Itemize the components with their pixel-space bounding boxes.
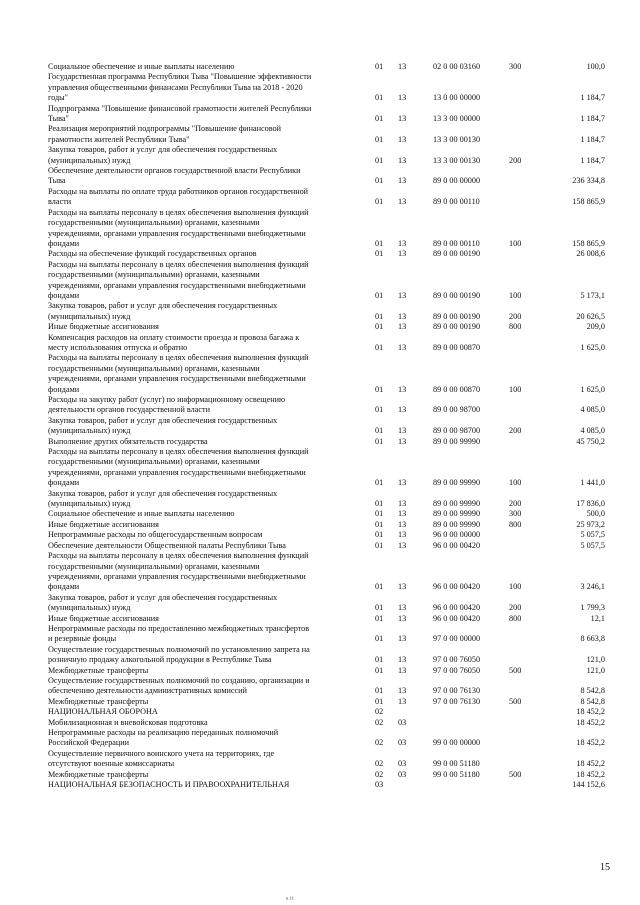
row-name: Иные бюджетные ассигнования xyxy=(48,613,159,623)
row-subsection: 13 xyxy=(398,342,407,352)
row-subsection: 13 xyxy=(398,509,407,519)
row-name: Расходы на выплаты персоналу в целях обеспечения выполнения функций государственными (муниципальными) органами, казенными учреждениями, органами управления государственными внебюджетными фондами xyxy=(48,447,309,488)
row-expense-type: 100 xyxy=(509,478,522,488)
row-subsection: 03 xyxy=(398,759,407,769)
row-expense-type: 800 xyxy=(509,613,522,623)
table-row xyxy=(48,749,608,770)
row-section: 01 xyxy=(375,603,384,613)
row-amount: 1 625,0 xyxy=(580,342,605,352)
table-row xyxy=(48,645,608,666)
table-row xyxy=(48,395,608,416)
row-name: Непрограммные расходы по общегосударственным вопросам xyxy=(48,530,263,540)
row-amount: 18 452,2 xyxy=(576,707,605,717)
row-subsection: 03 xyxy=(398,717,407,727)
row-section: 01 xyxy=(375,197,384,207)
row-target-article: 89 0 00 00870 xyxy=(433,342,481,352)
row-expense-type: 800 xyxy=(509,322,522,332)
table-row xyxy=(48,145,608,166)
row-section: 01 xyxy=(375,426,384,436)
table-row xyxy=(48,104,608,125)
row-section: 01 xyxy=(375,686,384,696)
row-subsection: 13 xyxy=(398,582,407,592)
row-target-article: 96 0 00 00420 xyxy=(433,603,481,613)
row-name: НАЦИОНАЛЬНАЯ БЕЗОПАСНОСТЬ И ПРАВООХРАНИТЕЛЬНАЯ xyxy=(48,780,290,790)
row-expense-type: 200 xyxy=(509,603,522,613)
row-name: Межбюджетные трансферты xyxy=(48,696,149,706)
row-amount: 1 184,7 xyxy=(580,114,605,124)
row-section: 01 xyxy=(375,582,384,592)
row-section: 02 xyxy=(375,707,384,717)
row-amount: 8 542,8 xyxy=(580,686,605,696)
row-target-article: 89 0 00 98700 xyxy=(433,405,481,415)
row-amount: 4 085,0 xyxy=(580,426,605,436)
row-subsection: 03 xyxy=(398,738,407,748)
row-amount: 158 865,9 xyxy=(572,197,605,207)
row-name: Непрограммные расходы по предоставлению межбюджетных трансфертов и резервные фонды xyxy=(48,623,310,644)
row-subsection: 13 xyxy=(398,384,407,394)
table-row xyxy=(48,301,608,322)
row-section: 01 xyxy=(375,93,384,103)
row-amount: 158 865,9 xyxy=(572,238,605,248)
row-name: Закупка товаров, работ и услуг для обеспечения государственных (муниципальных) нужд xyxy=(48,145,278,165)
row-section: 01 xyxy=(375,311,384,321)
row-amount: 1 184,7 xyxy=(580,134,605,144)
row-subsection: 13 xyxy=(398,603,407,613)
row-subsection: 13 xyxy=(398,540,407,550)
row-target-article: 97 0 00 76050 xyxy=(433,665,481,675)
row-section: 01 xyxy=(375,478,384,488)
row-subsection: 13 xyxy=(398,114,407,124)
row-expense-type: 500 xyxy=(509,769,522,779)
row-target-article: 89 0 00 99990 xyxy=(433,519,481,529)
row-subsection: 13 xyxy=(398,478,407,488)
row-target-article: 89 0 00 99990 xyxy=(433,478,481,488)
row-amount: 26 008,6 xyxy=(576,249,605,259)
row-section: 01 xyxy=(375,134,384,144)
row-amount: 4 085,0 xyxy=(580,405,605,415)
row-name: Межбюджетные трансферты xyxy=(48,769,149,779)
row-section: 01 xyxy=(375,405,384,415)
row-amount: 1 184,7 xyxy=(580,155,605,165)
row-name: НАЦИОНАЛЬНАЯ ОБОРОНА xyxy=(48,707,158,717)
row-name: Социальное обеспечение и иные выплаты населению xyxy=(48,62,235,71)
row-section: 01 xyxy=(375,530,384,540)
row-subsection: 13 xyxy=(398,93,407,103)
row-expense-type: 200 xyxy=(509,311,522,321)
row-target-article: 97 0 00 76130 xyxy=(433,686,481,696)
row-expense-type: 200 xyxy=(509,499,522,509)
row-subsection: 13 xyxy=(398,238,407,248)
table-row xyxy=(48,530,608,540)
row-subsection: 13 xyxy=(398,249,407,259)
row-section: 01 xyxy=(375,384,384,394)
row-target-article: 99 0 00 51180 xyxy=(433,759,480,769)
row-section: 01 xyxy=(375,519,384,529)
row-amount: 18 452,2 xyxy=(576,759,605,769)
row-amount: 8 542,8 xyxy=(580,696,605,706)
table-row xyxy=(48,72,608,103)
row-name: Компенсация расходов на оплату стоимости проезда и провоза багажа к месту использования отпуска и обратно xyxy=(48,332,300,352)
row-section: 02 xyxy=(375,738,384,748)
row-name: Расходы на выплаты персоналу в целях обеспечения выполнения функций государственными (муниципальными) органами, казенными учреждениями, органами управления государственными внебюджетными фондами xyxy=(48,551,309,592)
row-amount: 45 750,2 xyxy=(576,436,605,446)
bottom-mark: sit xyxy=(286,896,295,902)
row-expense-type: 100 xyxy=(509,290,522,300)
table-row xyxy=(48,520,608,530)
row-target-article: 96 0 00 00420 xyxy=(433,540,481,550)
row-amount: 1 799,3 xyxy=(580,603,605,613)
row-expense-type: 100 xyxy=(509,238,522,248)
row-name: Обеспечение деятельности органов государственной власти Республики Тыва xyxy=(48,166,301,186)
row-subsection: 03 xyxy=(398,769,407,779)
row-amount: 18 452,2 xyxy=(576,769,605,779)
row-subsection: 13 xyxy=(398,665,407,675)
row-name: Расходы на закупку работ (услуг) по информационному освещению деятельности органов государственной власти xyxy=(48,395,286,415)
table-row xyxy=(48,249,608,259)
table-row xyxy=(48,676,608,697)
row-expense-type: 800 xyxy=(509,519,522,529)
row-amount: 100,0 xyxy=(586,62,605,71)
row-name: Государственная программа Республики Тыва "Повышение эффективности управления общественными финансами Республики Тыва на 2018 - 2020 годы" xyxy=(48,72,312,103)
row-target-article: 97 0 00 76130 xyxy=(433,696,481,706)
row-amount: 1 441,0 xyxy=(580,478,605,488)
row-subsection: 13 xyxy=(398,134,407,144)
row-target-article: 89 0 00 99990 xyxy=(433,499,481,509)
row-target-article: 99 0 00 00000 xyxy=(433,738,481,748)
row-name: Закупка товаров, работ и услуг для обеспечения государственных (муниципальных) нужд xyxy=(48,488,278,509)
row-target-article: 89 0 00 00110 xyxy=(433,238,480,248)
row-section: 01 xyxy=(375,613,384,623)
row-target-article: 89 0 00 00190 xyxy=(433,322,481,332)
row-name: Межбюджетные трансферты xyxy=(48,665,149,675)
row-section: 03 xyxy=(375,780,384,790)
row-section: 01 xyxy=(375,322,384,332)
row-amount: 3 246,1 xyxy=(580,582,605,592)
table-row xyxy=(48,718,608,728)
row-target-article: 89 0 00 00870 xyxy=(433,384,481,394)
row-name: Мобилизационная и вневойсковая подготовка xyxy=(48,717,208,727)
table-row xyxy=(48,614,608,624)
row-name: Осуществление первичного воинского учета на территориях, где отсутствуют военные комиссариаты xyxy=(48,748,275,769)
row-section: 01 xyxy=(375,249,384,259)
row-subsection: 13 xyxy=(398,155,407,165)
row-subsection: 13 xyxy=(398,436,407,446)
row-amount: 5 057,5 xyxy=(580,530,605,540)
row-amount: 121,0 xyxy=(586,665,605,675)
row-name: Подпрограмма "Повышение финансовой грамотности жителей Республики Тыва" xyxy=(48,103,312,124)
row-name: Расходы на выплаты персоналу в целях обеспечения выполнения функций государственными (муниципальными) органами, казенными учреждениями, органами управления государственными внебюджетными фондами xyxy=(48,353,309,394)
row-section: 01 xyxy=(375,509,384,519)
table-row xyxy=(48,124,608,145)
row-section: 01 xyxy=(375,290,384,300)
row-target-article: 13 3 00 00130 xyxy=(433,155,481,165)
row-section: 01 xyxy=(375,665,384,675)
row-amount: 18 452,2 xyxy=(576,717,605,727)
row-amount: 1 184,7 xyxy=(580,93,605,103)
row-amount: 236 334,8 xyxy=(572,176,605,186)
row-target-article: 89 0 00 00190 xyxy=(433,249,481,259)
row-section: 01 xyxy=(375,540,384,550)
row-expense-type: 200 xyxy=(509,426,522,436)
row-target-article: 96 0 00 00420 xyxy=(433,582,481,592)
row-section: 01 xyxy=(375,634,384,644)
row-name: Обеспечение деятельности Общественной палаты Республики Тыва xyxy=(48,540,286,550)
table-row xyxy=(48,593,608,614)
table-row xyxy=(48,770,608,780)
row-name: Закупка товаров, работ и услуг для обеспечения государственных (муниципальных) нужд xyxy=(48,592,278,613)
row-name: Закупка товаров, работ и услуг для обеспечения государственных (муниципальных) нужд xyxy=(48,415,278,436)
table-row xyxy=(48,551,608,593)
row-name: Расходы на выплаты по оплате труда работников органов государственной власти xyxy=(48,186,309,207)
row-amount: 20 626,5 xyxy=(576,311,605,321)
row-name: Осуществление государственных полномочий по установлению запрета на розничную продажу алкогольной продукции в Республике Тыва xyxy=(48,644,310,665)
row-amount: 12,1 xyxy=(590,613,605,623)
row-expense-type: 100 xyxy=(509,384,522,394)
row-amount: 500,0 xyxy=(586,509,605,519)
row-amount: 8 663,8 xyxy=(580,634,605,644)
row-name: Осуществление государственных полномочий по созданию, организации и обеспечению деятельности административных комиссий xyxy=(48,675,310,696)
row-subsection: 13 xyxy=(398,426,407,436)
row-name: Реализация мероприятий подпрограммы "Повышение финансовой грамотности жителей Республики Тыва" xyxy=(48,124,281,144)
row-target-article: 89 0 00 00110 xyxy=(433,197,480,207)
row-amount: 5 057,5 xyxy=(580,540,605,550)
row-section: 01 xyxy=(375,436,384,446)
row-target-article: 89 0 00 00190 xyxy=(433,290,481,300)
row-target-article: 96 0 00 00420 xyxy=(433,613,481,623)
row-subsection: 13 xyxy=(398,322,407,332)
row-subsection: 13 xyxy=(398,613,407,623)
row-subsection: 13 xyxy=(398,530,407,540)
row-name: Расходы на выплаты персоналу в целях обеспечения выполнения функций государственными (муниципальными) органами, казенными учреждениями, органами управления государственными внебюджетными фондами xyxy=(48,207,309,248)
row-expense-type: 300 xyxy=(509,509,522,519)
table-row xyxy=(48,437,608,447)
row-target-article: 97 0 00 00000 xyxy=(433,634,481,644)
row-amount: 1 625,0 xyxy=(580,384,605,394)
row-target-article: 13 0 00 00000 xyxy=(433,93,481,103)
row-section: 01 xyxy=(375,342,384,352)
row-amount: 144 152,6 xyxy=(572,780,605,790)
row-subsection: 13 xyxy=(398,696,407,706)
table-row xyxy=(48,260,608,302)
table-row xyxy=(48,707,608,717)
row-name: Закупка товаров, работ и услуг для обеспечения государственных (муниципальных) нужд xyxy=(48,301,278,321)
table-row xyxy=(48,208,608,250)
row-amount: 18 452,2 xyxy=(576,738,605,748)
row-name: Расходы на обеспечение функций государственных органов xyxy=(48,249,257,259)
row-section: 02 xyxy=(375,759,384,769)
row-name: Иные бюджетные ассигнования xyxy=(48,519,159,529)
row-subsection: 13 xyxy=(398,311,407,321)
row-target-article: 97 0 00 76050 xyxy=(433,655,481,665)
row-name: Социальное обеспечение и иные выплаты населению xyxy=(48,509,235,519)
row-subsection: 13 xyxy=(398,686,407,696)
row-section: 01 xyxy=(375,655,384,665)
table-row xyxy=(48,489,608,510)
table-row xyxy=(48,509,608,519)
row-section: 01 xyxy=(375,62,384,71)
row-expense-type: 500 xyxy=(509,665,522,675)
row-expense-type: 300 xyxy=(509,62,522,71)
page-number: 15 xyxy=(600,862,610,873)
table-row xyxy=(48,187,608,208)
budget-table xyxy=(48,62,608,790)
table-row xyxy=(48,697,608,707)
table-row xyxy=(48,541,608,551)
row-name: Иные бюджетные ассигнования xyxy=(48,322,159,332)
row-section: 01 xyxy=(375,155,384,165)
row-name: Выполнение других обязательств государства xyxy=(48,436,208,446)
row-section: 01 xyxy=(375,176,384,186)
row-target-article: 96 0 00 00000 xyxy=(433,530,481,540)
table-row xyxy=(48,780,608,790)
row-expense-type: 100 xyxy=(509,582,522,592)
row-section: 01 xyxy=(375,238,384,248)
row-name: Непрограммные расходы на реализацию переданных полномочий Российской Федерации xyxy=(48,728,279,748)
row-subsection: 13 xyxy=(398,499,407,509)
table-row xyxy=(48,666,608,676)
row-name: Расходы на выплаты персоналу в целях обеспечения выполнения функций государственными (муниципальными) органами, казенными учреждениями, органами управления государственными внебюджетными фондами xyxy=(48,259,309,300)
row-subsection: 13 xyxy=(398,176,407,186)
row-target-article: 89 0 00 00190 xyxy=(433,311,481,321)
row-target-article: 89 0 00 98700 xyxy=(433,426,481,436)
table-row xyxy=(48,333,608,354)
row-target-article: 02 0 00 03160 xyxy=(433,62,481,71)
row-subsection: 13 xyxy=(398,405,407,415)
row-subsection: 13 xyxy=(398,634,407,644)
row-subsection: 13 xyxy=(398,290,407,300)
table-row xyxy=(48,416,608,437)
row-target-article: 13 3 00 00000 xyxy=(433,114,481,124)
row-amount: 17 836,0 xyxy=(576,499,605,509)
row-target-article: 89 0 00 99990 xyxy=(433,509,481,519)
table-row xyxy=(48,62,608,72)
table-row xyxy=(48,728,608,749)
row-subsection: 13 xyxy=(398,655,407,665)
row-section: 01 xyxy=(375,499,384,509)
table-row xyxy=(48,624,608,645)
table-row xyxy=(48,447,608,489)
row-section: 01 xyxy=(375,114,384,124)
row-amount: 209,0 xyxy=(586,322,605,332)
row-amount: 121,0 xyxy=(586,655,605,665)
table-row xyxy=(48,353,608,395)
row-expense-type: 200 xyxy=(509,155,522,165)
table-row xyxy=(48,166,608,187)
row-section: 01 xyxy=(375,696,384,706)
row-expense-type: 500 xyxy=(509,696,522,706)
row-subsection: 13 xyxy=(398,62,407,71)
row-section: 02 xyxy=(375,769,384,779)
row-target-article: 89 0 00 99990 xyxy=(433,436,481,446)
row-target-article: 89 0 00 00000 xyxy=(433,176,481,186)
row-subsection: 13 xyxy=(398,519,407,529)
row-subsection: 13 xyxy=(398,197,407,207)
row-section: 02 xyxy=(375,717,384,727)
row-target-article: 13 3 00 00130 xyxy=(433,134,481,144)
table-row xyxy=(48,322,608,332)
row-amount: 5 173,1 xyxy=(580,290,605,300)
row-amount: 25 973,2 xyxy=(576,519,605,529)
row-target-article: 99 0 00 51180 xyxy=(433,769,480,779)
